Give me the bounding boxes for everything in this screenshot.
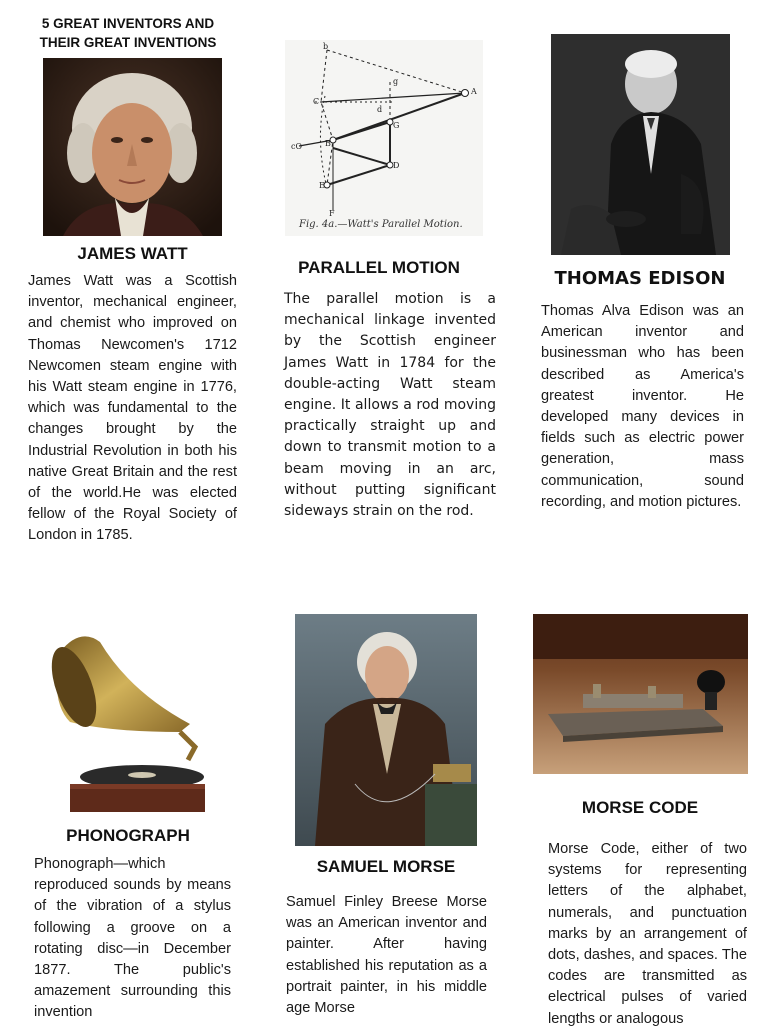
svg-text:F: F [329, 209, 335, 218]
svg-text:cO: cO [291, 142, 303, 151]
morse-code-text: Morse Code, either of two systems for representing letters of the alphabet, numerals, and punctuation marks by an arrangement of dots, dashes, and spaces. The codes are transmitted as electrical pulses of varied lengths or analogous [548, 841, 747, 1027]
svg-text:b: b [323, 42, 329, 51]
svg-text:A: A [471, 87, 477, 96]
svg-text:C: C [313, 97, 320, 106]
diagram-caption: Fig. 4a.—Watt's Parallel Motion. [299, 219, 463, 230]
phonograph-photo [30, 612, 228, 812]
document-title: 5 GREAT INVENTORS AND THEIR GREAT INVENTIONS [39, 16, 217, 50]
james-watt-heading: JAMES WATT [77, 244, 188, 263]
james-watt-portrait [43, 58, 222, 236]
svg-text:B: B [325, 139, 331, 148]
svg-text:d: d [377, 105, 383, 114]
parallel-motion-heading: PARALLEL MOTION [298, 258, 460, 277]
svg-text:E: E [319, 181, 325, 190]
svg-text:G: G [393, 121, 400, 130]
james-watt-text: James Watt was a Scottish inventor, mechanical engineer, and chemist who improved on Thomas Newcomen's 1712 Newcomen steam engine with his Watt steam engine in 1776, which was fundamental to the changes brought by the Industrial Revolution in both his native Great Britain and the rest of the world.He was elected fellow of the Royal Society of London in 1785. [28, 273, 237, 544]
telegraph-key-photo [533, 614, 748, 774]
parallel-motion-text: The parallel motion is a mechanical linkage invented by the Scottish engineer James Watt in 1784 for the double-acting Watt steam engine. It allows a rod moving practically straight up and down to transmit motion to a beam moving in an arc, without putting significant sideways strain on the rod. [284, 291, 496, 520]
samuel-morse-heading: SAMUEL MORSE [316, 857, 456, 876]
svg-text:g: g [393, 77, 399, 86]
samuel-morse-portrait [295, 614, 477, 846]
thomas-edison-heading: THOMAS EDISON [554, 268, 726, 289]
samuel-morse-text: Samuel Finley Breese Morse was an American inventor and painter. After having established his reputation as a portrait painter, in his middle age Morse [286, 894, 487, 1017]
phonograph-heading: PHONOGRAPH [66, 826, 190, 845]
morse-code-heading: MORSE CODE [581, 798, 699, 817]
phonograph-text: Phonograph—which reproduced sounds by means of the vibration of a stylus following a groove on a rotating disc—in December 1877. The public's amazement surrounding this invention [34, 856, 231, 1021]
thomas-edison-text: Thomas Alva Edison was an American inventor and businessman who has been described as America's greatest inventor. He developed many devices in fields such as electric power generation, mass communication, sound recording, and motion pictures. [541, 303, 744, 510]
svg-text:D: D [393, 161, 400, 170]
thomas-edison-photo [551, 34, 730, 255]
parallel-motion-diagram [285, 40, 483, 236]
